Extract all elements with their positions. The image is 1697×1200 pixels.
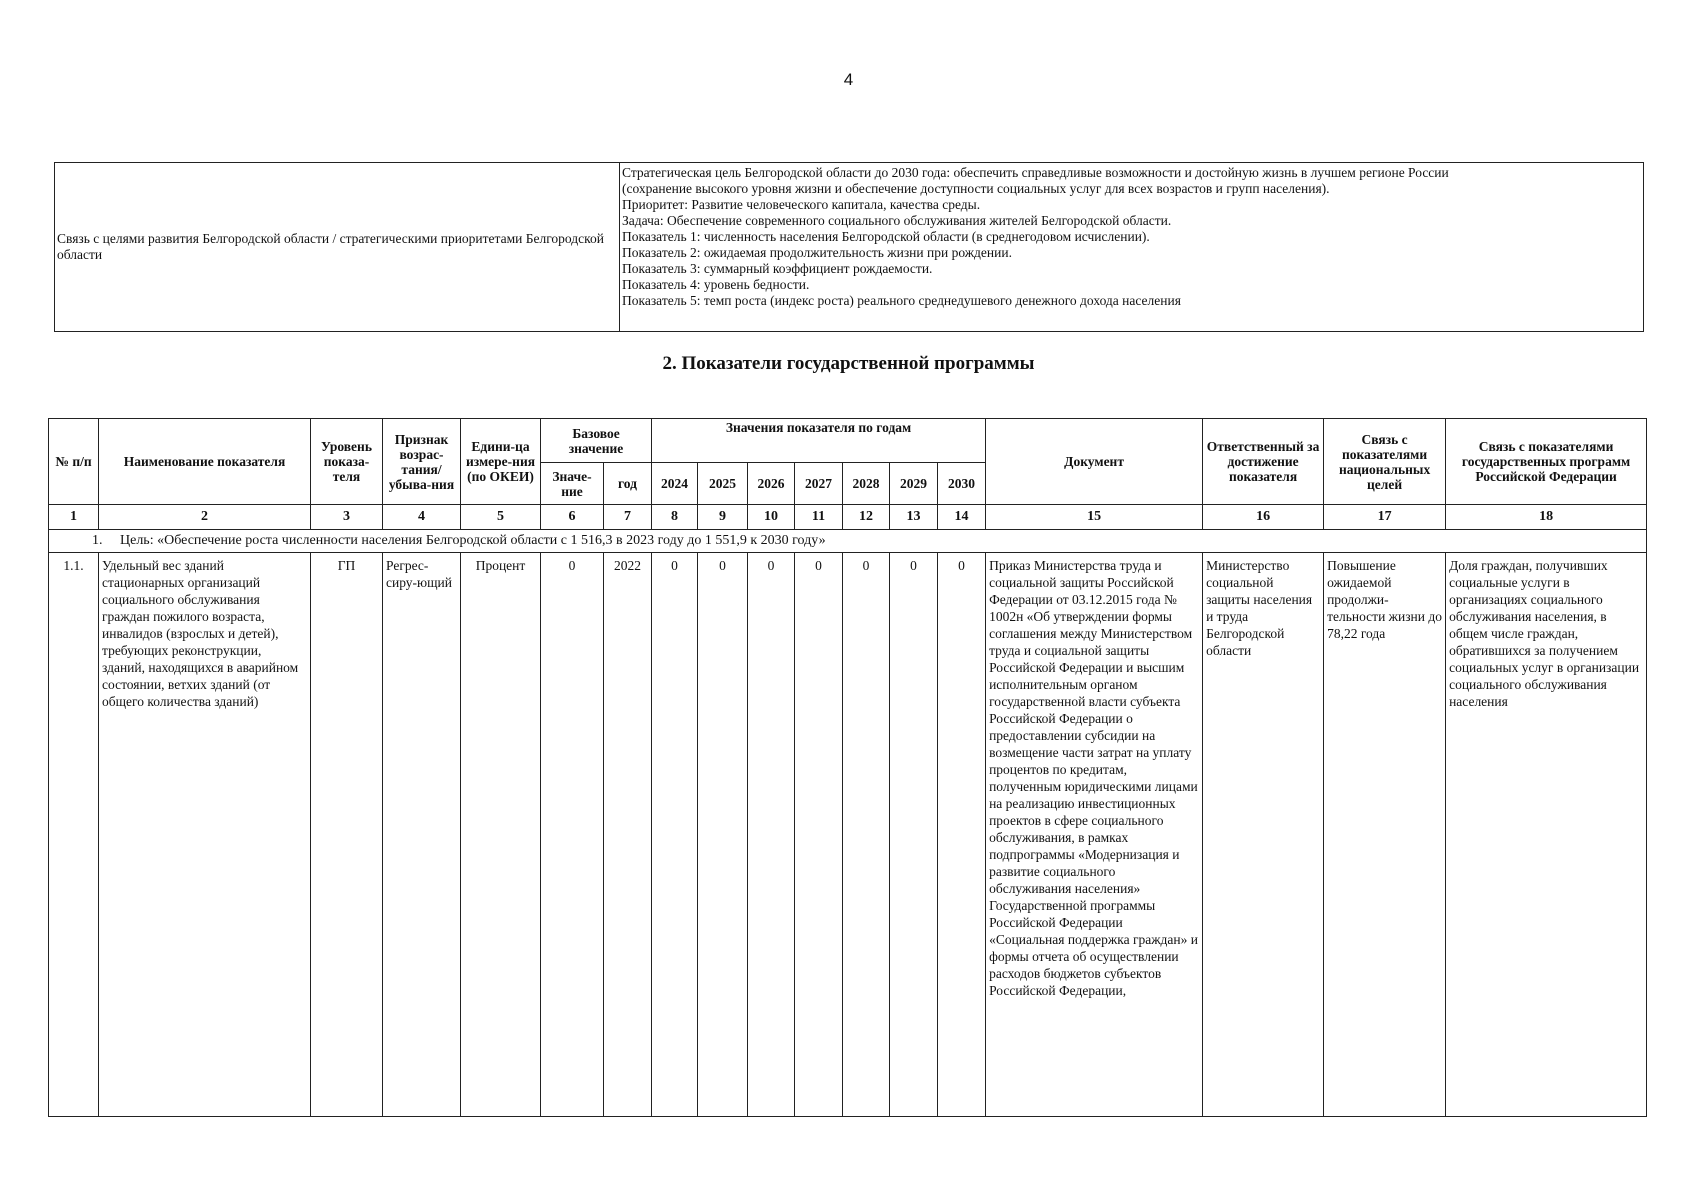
header-base-year: год xyxy=(604,463,652,505)
linkage-line: Стратегическая цель Белгородской области до 2030 года: обеспечить справедливые возможности и достойную жизнь в лучшем регионе России xyxy=(622,165,1449,180)
section-title: 2. Показатели государственной программы xyxy=(662,353,1035,374)
national-goal-text: Повышение ожидаемой продолжи-тельности жизни до 78,22 года xyxy=(1324,553,1446,1117)
goal-text: Цель: «Обеспечение роста численности населения Белгородской области с 1 516,3 в 2023 году до 1 551,9 к 2030 году» xyxy=(120,533,826,548)
linkage-line: Показатель 3: суммарный коэффициент рождаемости. xyxy=(622,261,933,276)
linkage-label: Связь с целями развития Белгородской области / стратегическими приоритетами Белгородской области xyxy=(55,163,620,332)
indicator-level: ГП xyxy=(311,553,383,1117)
column-number: 8 xyxy=(652,505,698,530)
goal-number: 1. xyxy=(92,533,103,548)
indicator-unit: Процент xyxy=(461,553,541,1117)
base-value: 0 xyxy=(541,553,604,1117)
year-value: 0 xyxy=(795,553,843,1117)
column-number: 15 xyxy=(986,505,1203,530)
year-value: 0 xyxy=(652,553,698,1117)
header-num: № п/п xyxy=(49,419,99,505)
header-level: Уровень показа-теля xyxy=(311,419,383,505)
linkage-line: Показатель 2: ожидаемая продолжительность жизни при рождении. xyxy=(622,245,1012,260)
column-numbers-row xyxy=(49,505,1647,530)
responsible-text: Министерство социальной защиты населения и труда Белгородской области xyxy=(1203,553,1324,1117)
linkage-line: Показатель 1: численность населения Белгородской области (в среднегодовом исчислении). xyxy=(622,229,1150,244)
year-value: 0 xyxy=(698,553,748,1117)
row-number: 1.1. xyxy=(49,553,99,1117)
header-unit: Едини-ца измере-ния (по ОКЕИ) xyxy=(461,419,541,505)
column-number: 1 xyxy=(49,505,99,530)
column-number: 7 xyxy=(604,505,652,530)
column-number: 2 xyxy=(99,505,311,530)
header-document: Документ xyxy=(986,419,1203,505)
header-years-group: Значения показателя по годам xyxy=(652,419,986,463)
header-year: 2024 xyxy=(652,463,698,505)
column-number: 16 xyxy=(1203,505,1324,530)
linkage-line: (сохранение высокого уровня жизни и обеспечение доступности социальных услуг для всех возрастов и групп населения). xyxy=(622,181,1330,196)
linkage-line: Показатель 5: темп роста (индекс роста) реального среднедушевого денежного дохода населения xyxy=(622,293,1181,308)
column-number: 5 xyxy=(461,505,541,530)
strategic-linkage-table xyxy=(54,162,1644,332)
linkage-content xyxy=(620,163,1644,332)
column-number: 18 xyxy=(1446,505,1647,530)
column-number: 3 xyxy=(311,505,383,530)
column-number: 12 xyxy=(843,505,890,530)
header-name: Наименование показателя xyxy=(99,419,311,505)
year-value: 0 xyxy=(748,553,795,1117)
header-federal-programs: Связь с показателями государственных программ Российской Федерации xyxy=(1446,419,1647,505)
column-number: 13 xyxy=(890,505,938,530)
year-value: 0 xyxy=(938,553,986,1117)
base-year: 2022 xyxy=(604,553,652,1117)
indicator-name: Удельный вес зданий стационарных организаций социального обслуживания граждан пожилого возраста, инвалидов (взрослых и детей), требующих реконструкции, зданий, находящихся в аварийном состоянии, ветхих зданий (от общего количества зданий) xyxy=(99,553,311,1117)
federal-program-text: Доля граждан, получивших социальные услуги в организациях социального обслуживания населения, в общем числе граждан, обратившихся за получением социальных услуг в организации социального обслуживания населения xyxy=(1446,553,1647,1117)
linkage-line: Показатель 4: уровень бедности. xyxy=(622,277,810,292)
table-row xyxy=(49,553,1647,1117)
year-value: 0 xyxy=(843,553,890,1117)
goal-cell xyxy=(49,530,1647,553)
indicator-sign: Регрес-сиру-ющий xyxy=(383,553,461,1117)
document-text: Приказ Министерства труда и социальной защиты Российской Федерации от 03.12.2015 года № 1002н «Об утверждении формы соглашения между Министерством труда и социальной защиты Российской Федерации и высшим исполнительным органом государственной власти субъекта Российской Федерации о предоставлении субсидии на возмещение части затрат на уплату процентов по кредитам, полученным юридическими лицами на реализацию инвестиционных проектов в сфере социального обслуживания, в рамках подпрограммы «Модернизация и развитие социального обслуживания населения» Государственной программы Российской Федерации «Социальная поддержка граждан» и формы отчета об осуществлении расходов бюджетов субъектов Российской Федерации, xyxy=(986,553,1203,1117)
column-number: 11 xyxy=(795,505,843,530)
header-year: 2028 xyxy=(843,463,890,505)
header-base: Базовое значение xyxy=(541,419,652,463)
header-base-value: Значе-ние xyxy=(541,463,604,505)
column-number: 14 xyxy=(938,505,986,530)
header-year: 2030 xyxy=(938,463,986,505)
header-national-goals: Связь с показателями национальных целей xyxy=(1324,419,1446,505)
linkage-line: Задача: Обеспечение современного социального обслуживания жителей Белгородской области. xyxy=(622,213,1172,228)
header-year: 2025 xyxy=(698,463,748,505)
header-sign: Признак возрас-тания/ убыва-ния xyxy=(383,419,461,505)
linkage-line: Приоритет: Развитие человеческого капитала, качества среды. xyxy=(622,197,981,212)
header-responsible: Ответственный за достижение показателя xyxy=(1203,419,1324,505)
page-number: 4 xyxy=(843,70,854,89)
indicators-table xyxy=(48,418,1647,1117)
header-year: 2029 xyxy=(890,463,938,505)
column-number: 6 xyxy=(541,505,604,530)
header-year: 2026 xyxy=(748,463,795,505)
header-year: 2027 xyxy=(795,463,843,505)
column-number: 4 xyxy=(383,505,461,530)
column-number: 10 xyxy=(748,505,795,530)
column-number: 17 xyxy=(1324,505,1446,530)
goal-row xyxy=(49,530,1647,553)
year-value: 0 xyxy=(890,553,938,1117)
column-number: 9 xyxy=(698,505,748,530)
